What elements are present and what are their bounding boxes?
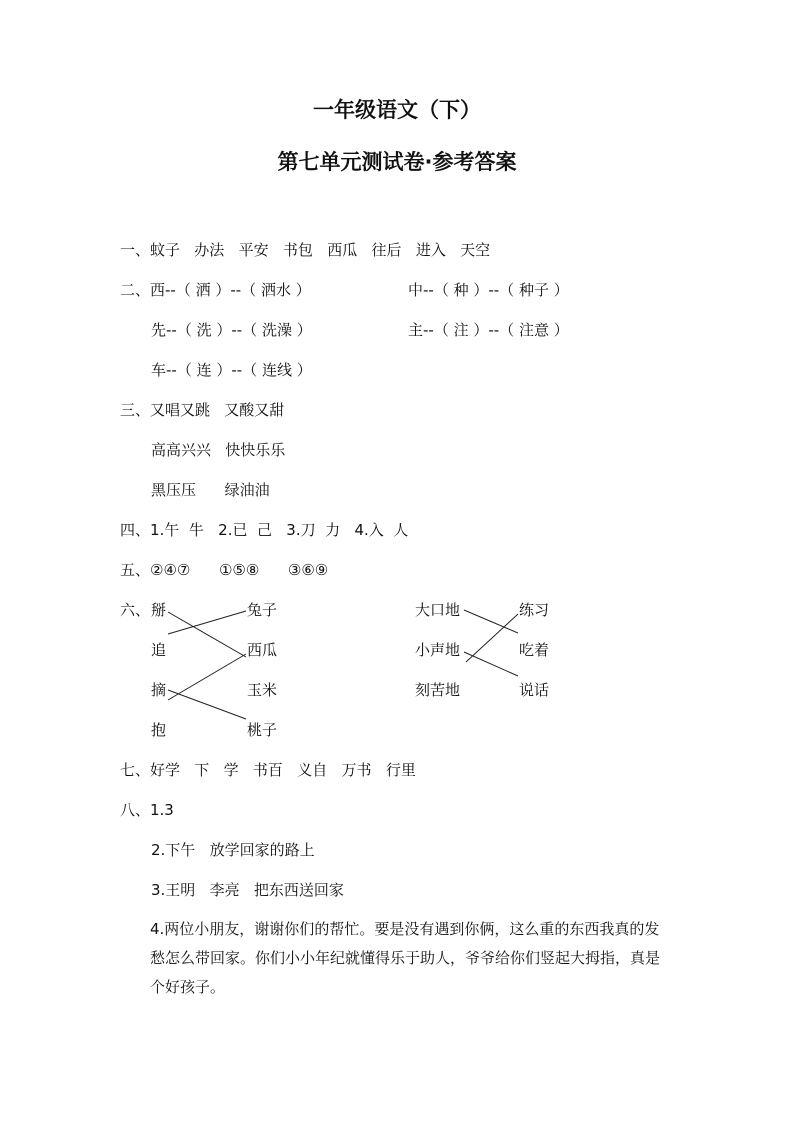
match-line bbox=[168, 654, 246, 700]
section-8-row-1: 八、1.3 bbox=[120, 801, 174, 819]
match-right-verb: 练习 bbox=[519, 601, 550, 619]
section-2-row-3: 车--（ 连 ）--（ 连线 ） bbox=[151, 361, 312, 379]
section-2-row-2-right: 主--（ 注 ）--（ 注意 ） bbox=[408, 321, 569, 339]
section-2-row-1-left: 二、西--（ 洒 ）--（ 洒水 ） bbox=[120, 281, 311, 299]
section-5: 五、②④⑦ ①⑤⑧ ③⑥⑨ bbox=[120, 561, 329, 579]
match-line bbox=[466, 614, 518, 662]
match-left-verb: 抱 bbox=[151, 721, 167, 739]
match-left-verb: 追 bbox=[151, 641, 167, 659]
match-left-verb: 掰 bbox=[151, 601, 167, 619]
section-1: 一、蚊子 办法 平安 书包 西瓜 往后 进入 天空 bbox=[120, 241, 491, 259]
title-grade: 一年级语文（下） bbox=[313, 98, 481, 122]
match-left-adverb: 小声地 bbox=[415, 641, 461, 659]
section-3-row-2: 高高兴兴 快快乐乐 bbox=[151, 441, 286, 459]
section-7: 七、好学 下 学 书百 义自 万书 行里 bbox=[120, 761, 416, 779]
match-line bbox=[168, 690, 246, 719]
match-right-noun: 西瓜 bbox=[247, 641, 278, 659]
match-right-noun: 桃子 bbox=[247, 721, 278, 739]
section-6-prefix: 六、 bbox=[120, 601, 151, 619]
match-line bbox=[464, 652, 518, 676]
section-8-row-2: 2.下午 放学回家的路上 bbox=[151, 841, 315, 859]
match-right-noun: 兔子 bbox=[247, 601, 278, 619]
match-right-verb: 说话 bbox=[519, 681, 550, 699]
section-4: 四、1.午 牛 2.已 己 3.刀 力 4.入 人 bbox=[120, 521, 409, 539]
match-line bbox=[168, 612, 246, 657]
match-right-noun: 玉米 bbox=[247, 681, 278, 699]
match-right-verb: 吃着 bbox=[519, 641, 550, 659]
match-left-verb: 摘 bbox=[151, 681, 167, 699]
title-unit: 第七单元测试卷·参考答案 bbox=[277, 150, 517, 174]
section-3-row-1: 三、又唱又跳 又酸又甜 bbox=[120, 401, 285, 419]
section-2-row-2-left: 先--（ 洗 ）--（ 洗澡 ） bbox=[151, 321, 312, 339]
match-line bbox=[168, 611, 246, 634]
section-8-row-3: 3.王明 李亮 把东西送回家 bbox=[151, 881, 344, 899]
section-3-row-3: 黑压压 绿油油 bbox=[151, 481, 270, 499]
section-8-paragraph: 4.两位小朋友，谢谢你们的帮忙。要是没有遇到你俩，这么重的东西我真的发愁怎么带回家。你们小小年纪就懂得乐于助人，爷爷给你们竖起大拇指，真是个好孩子。 bbox=[150, 920, 661, 996]
match-left-adverb: 大口地 bbox=[415, 601, 461, 619]
match-left-adverb: 刻苦地 bbox=[415, 681, 461, 699]
match-line bbox=[464, 610, 518, 633]
section-2-row-1-right: 中--（ 种 ）--（ 种子 ） bbox=[408, 281, 569, 299]
